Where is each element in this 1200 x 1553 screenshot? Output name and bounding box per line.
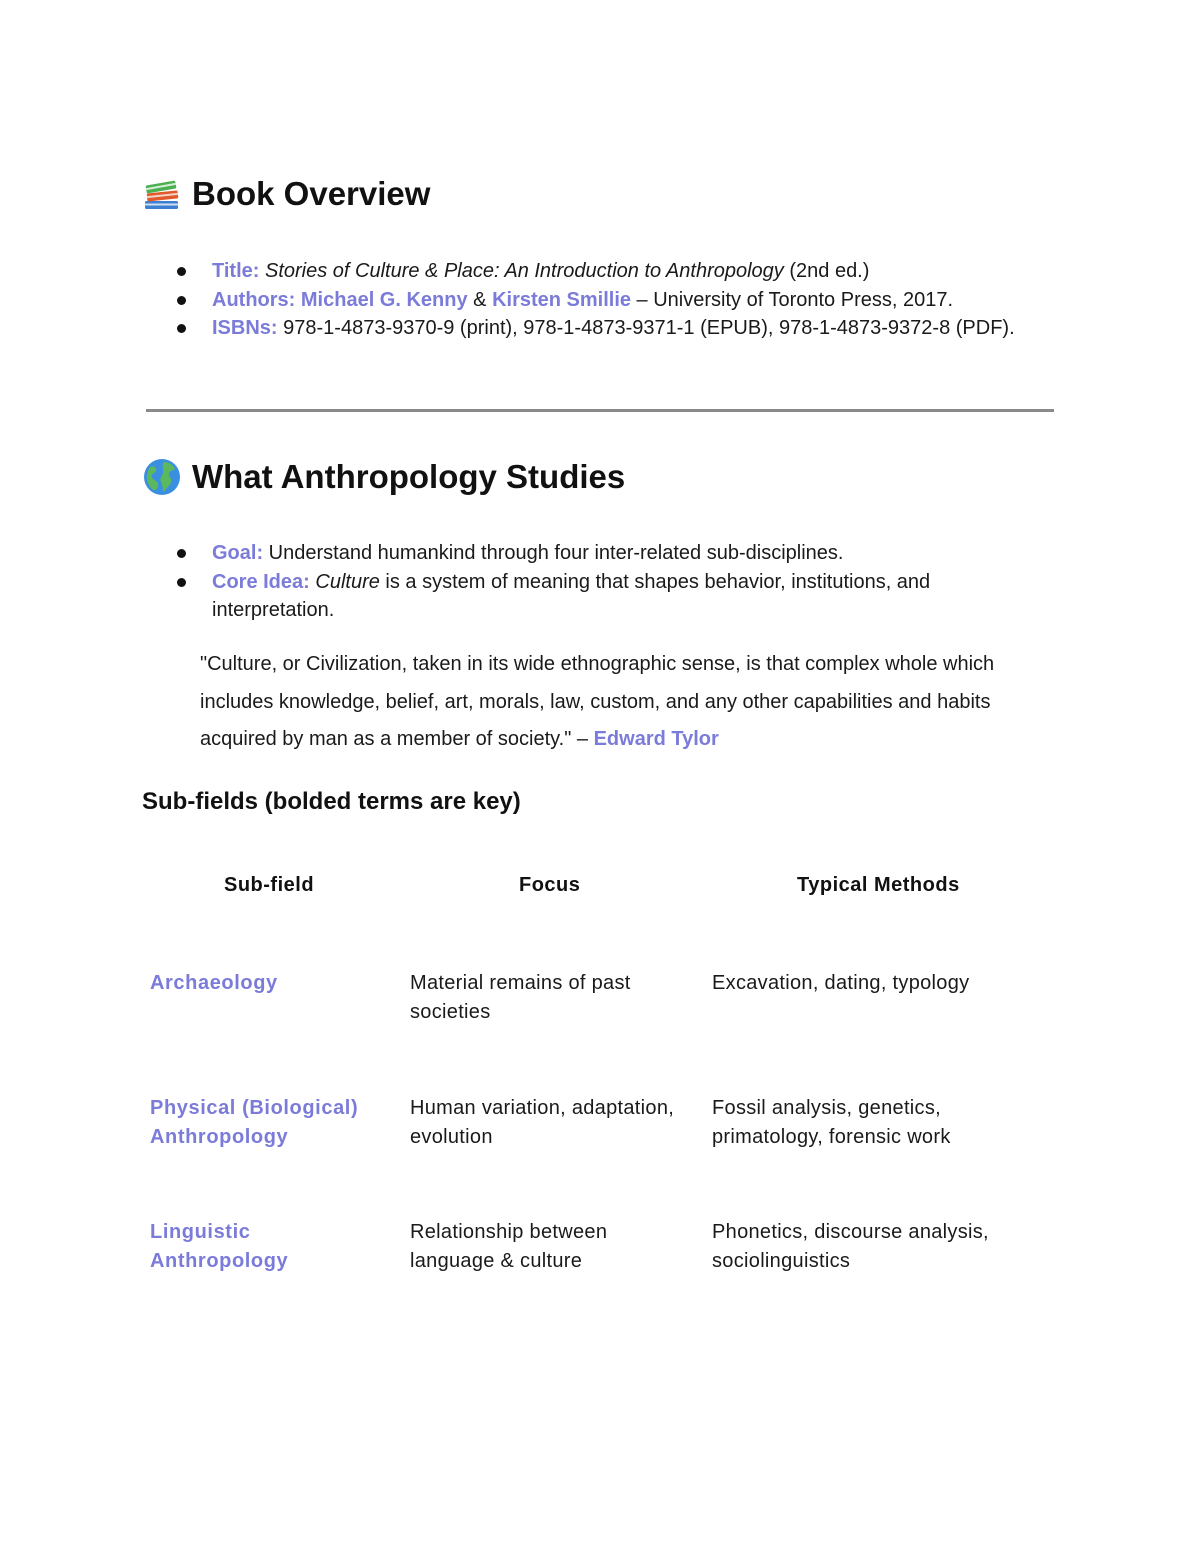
horizontal-divider: [146, 409, 1054, 412]
table-header-focus: Focus: [519, 874, 581, 896]
table-cell-subfield: Linguistic Anthropology: [150, 1221, 289, 1272]
table-cell-subfield: Physical (Biological) Anthropology: [150, 1097, 359, 1148]
table-cell-methods: Phonetics, discourse analysis, sociolinguistics: [712, 1221, 989, 1272]
item-label: Title:: [212, 260, 260, 282]
publisher-text: – University of Toronto Press, 2017.: [631, 288, 954, 311]
bullet-icon: [177, 324, 186, 333]
subfields-heading: Sub-fields (bolded terms are key): [142, 788, 521, 815]
isbn-text: 978-1-4873-9370-9 (print), 978-1-4873-9371-1 (EPUB), 978-1-4873-9372-8 (PDF).: [277, 317, 1015, 339]
book-overview-list: [0, 257, 1200, 343]
tylor-quote: [200, 646, 1020, 759]
section-heading-what-anthropology-studies: [142, 457, 625, 497]
list-item-authors: [0, 286, 1200, 315]
table-header-subfield: Sub-field: [224, 874, 315, 896]
table-cell-focus: Human variation, adaptation, evolution: [410, 1097, 675, 1148]
item-label: Core Idea:: [212, 570, 310, 593]
bullet-icon: [177, 578, 186, 587]
item-text: Understand humankind through four inter-related sub-disciplines.: [263, 542, 844, 564]
heading-text: What Anthropology Studies: [192, 458, 626, 495]
heading-text: Book Overview: [192, 175, 431, 212]
author-name: Kirsten Smillie: [492, 288, 631, 311]
item-label: ISBNs:: [212, 317, 278, 339]
anthropology-list: [0, 539, 1200, 625]
edition-text: (2nd ed.): [783, 260, 870, 282]
list-item-core-idea: [0, 568, 1200, 625]
list-item-isbns: [0, 314, 1200, 343]
item-label: Authors:: [212, 288, 296, 311]
quote-attribution: Edward Tylor: [593, 728, 719, 750]
bullet-icon: [177, 296, 186, 305]
bullet-icon: [177, 267, 186, 276]
item-label: Goal:: [212, 542, 264, 564]
table-cell-focus: Material remains of past societies: [410, 972, 631, 1023]
books-icon: [142, 174, 182, 214]
culture-term: Culture: [315, 570, 380, 593]
section-heading-book-overview: [142, 174, 430, 214]
list-item-title: [0, 257, 1200, 286]
table-cell-subfield: Archaeology: [150, 972, 278, 994]
table-cell-methods: Excavation, dating, typology: [712, 972, 970, 994]
bullet-icon: [177, 549, 186, 558]
quote-text: "Culture, or Civilization, taken in its wide ethnographic sense, is that complex whole which includes knowledge, belief, art, morals, law, custom, and any other capabilities and habits acquired by man as a member of society." –: [200, 653, 995, 750]
table-cell-methods: Fossil analysis, genetics, primatology, forensic work: [712, 1097, 951, 1148]
globe-icon: [142, 457, 182, 497]
book-title: Stories of Culture & Place: An Introduction to Anthropology: [264, 260, 784, 282]
list-item-goal: [0, 539, 1200, 568]
ampersand: &: [467, 288, 493, 311]
table-cell-focus: Relationship between language & culture: [410, 1221, 608, 1272]
table-header-methods: Typical Methods: [797, 874, 960, 896]
item-text: is a system of meaning that shapes behavior, institutions, and interpretation.: [212, 570, 931, 621]
author-name: Michael G. Kenny: [300, 288, 468, 311]
